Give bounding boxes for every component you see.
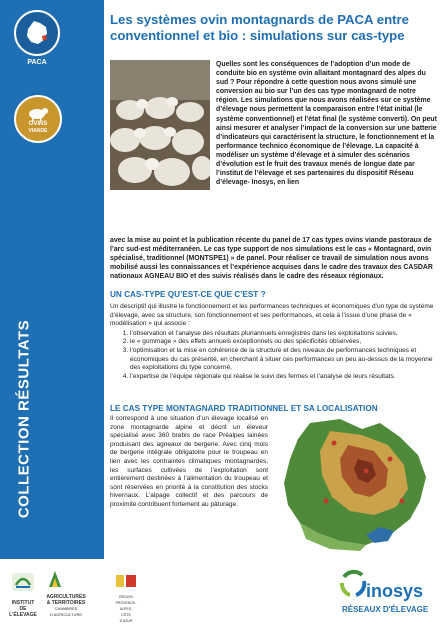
chambres-label: AGRICULTURES & TERRITOIRES — [46, 594, 86, 606]
intro-paragraph-top: Quelles sont les conséquences de l’adoption d’un mode de conduite bio en système ovin allaitant montagnard des alpes du sud ? Pour répondre à cette question nous avons simulé une conversion au bio sur l’un des cas type montagnard de notre région. Les simulations que nous avons réalisées sur ce système d’élevage nous permettent la comparaison entre l’état initial (le système conventionnel) et l’état final (le système converti). On peut ainsi mesurer et analyser l’impact de la conversion sur une batterie d’indicateurs qui caractérisent la structure, le fonctionnement et la performance technico économique de l’élevage. La capacité à modéliser un système d’élevage et à simuler des scénarios d’évolution est le fruit des travaux menés de longue date par l’institut de l’élevage et ses partenaires du dispositif Réseau d’élevage- Inosys, en lien — [216, 61, 437, 187]
page-title: Les systèmes ovin montagnards de PACA entre conventionnel et bio : simulations sur cas-type — [110, 12, 410, 43]
intro-paragraph-bottom: avec la mise au point et la publication récente du panel de 17 cas types ovins viande pastoraux de l’arc sud-est méditerranéen. Le cas type support de nos simulations est le cas « Montagnard, ovin spécialisé, traditionnel (MONTSPE1) » de panel. Pour réaliser ce travail de simulation nous avons mobilisé aussi les connaissances et l’expérience acquises dans le cadre des travaux des CASDAR nationaux AGNEAU BIO et des suivis réalisés dans le cadre des réseaux régionaux. — [110, 237, 433, 281]
chambres-sublabel: CHAMBRES D'AGRICULTURE — [49, 606, 83, 617]
collection-label: COLLECTION RÉSULTATS — [15, 319, 33, 519]
region-paca-logo — [115, 573, 137, 623]
cas-type-paragraph: Un descriptif qui illustre le fonctionnement et les performances techniques et économiques d’un type de système d’élevage, avec sa structure, son fonctionnement et ses performances, et cela à l’issue d’une phase de « modélisation » qui associe : — [110, 303, 434, 328]
inosys-wordmark: inosys — [366, 581, 424, 601]
paca-sublabel: RÉGION PROVENCE-ALPES-CÔTE D'AZUR — [115, 595, 137, 623]
idele-logo — [8, 569, 38, 618]
ovins-viande-badge — [14, 95, 62, 143]
localisation-paragraph: Il correspond à une situation d’un élevage localisé en zone montagnarde alpine et décrit un éleveur spécialisé avec 360 brebis de race Préalpes lainées produisant des agneaux de bergerie. Avec cinq mois de bergerie intégrale obligatoire pour le troupeau en lien avec les contraintes climatiques montagnardes, les surfaces cultivées de l’exploitation sont entièrement destinées à l’alimentation du troupeau et sont réservées en priorité à la constitution des stocks hivernaux. L’alpage collectif et des parcours de proximité contribuent fortement au pâturage. — [110, 415, 268, 508]
inosys-logo — [336, 567, 442, 627]
list-item: 3. l’optimisation et la mise en cohérence de la structure et des niveaux de performances techniques et économiques du cas présenté, en cherchant à situer ces performances un peu au-dessus de la moyenne des exploitations du type concerné, — [130, 347, 438, 373]
list-item: 1. l’observation et l’analyse des résultats pluriannuels enregistrés dans les exploitations suivies, — [130, 330, 438, 339]
france-map-icon — [14, 10, 60, 56]
section-heading-cas-type: UN CAS-TYPE QU’EST-CE QUE C’EST ? — [110, 290, 266, 299]
sidebar-band — [0, 0, 104, 639]
list-item: 2. le « gommage » des effets annuels exceptionnels ou des spécificités observées, — [130, 338, 438, 347]
idele-label: INSTITUT DE L'ÉLEVAGE — [9, 600, 37, 618]
section-heading-localisation: LE CAS TYPE MONTAGNARD TRADITIONNEL ET SA LOCALISATION — [110, 404, 378, 413]
badge-line1: OVINS — [28, 120, 48, 127]
section-cas-type-body — [110, 303, 438, 381]
chambres-agriculture-logo — [45, 569, 87, 617]
relief-map — [270, 415, 438, 555]
list-item: 4. l’expertise de l’équipe régionale qui réalise le suivi des fermes et l’analyse de leurs résultats. — [130, 373, 438, 382]
chambres-mark-icon — [45, 569, 65, 589]
inosys-mark-icon — [336, 567, 370, 601]
reseaux-elevage-label: RÉSEAUX D'ÉLEVAGE — [342, 605, 429, 614]
sheep-icon — [27, 105, 49, 121]
paca-mark-icon — [115, 573, 137, 589]
cas-type-list — [110, 330, 438, 382]
region-label: PACA — [27, 59, 47, 66]
logo-strip — [0, 559, 446, 639]
idele-mark-icon — [8, 569, 38, 595]
sheep-flock-photo — [110, 60, 210, 190]
badge-line2: VIANDE — [28, 127, 48, 134]
